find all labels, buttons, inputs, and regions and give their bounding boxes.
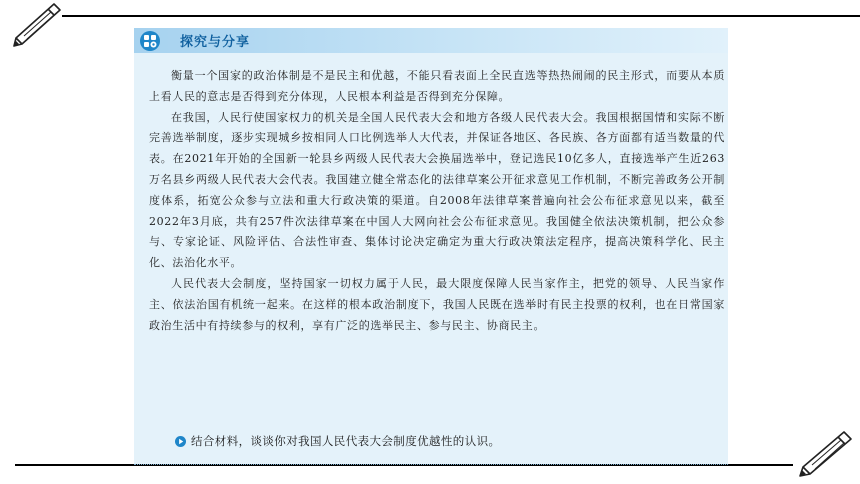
panel-header	[134, 28, 728, 53]
pencil-icon	[788, 428, 856, 480]
body-text	[149, 66, 725, 336]
question-text: 结合材料，谈谈你对我国人民代表大会制度优越性的认识。	[191, 434, 501, 448]
paragraph: 人民代表大会制度，坚持国家一切权力属于人民，最大限度保障人民当家作主，把党的领导、人民当家作主、依法治国有机统一起来。在这样的根本政治制度下，我国人民既在选举时有民主投票的权利，也在日常国家政治生活中有持续参与的权利，享有广泛的选举民主、参与民主、协商民主。	[149, 276, 725, 332]
paragraph: 衡量一个国家的政治体制是不是民主和优越，不能只看表面上全民直选等热热闹闹的民主形式，而要从本质上看人民的意志是否得到充分体现，人民根本利益是否得到充分保障。	[149, 69, 725, 103]
paragraph: 在我国，人民行使国家权力的机关是全国人民代表大会和地方各级人民代表大会。我国根据国情和实际不断完善选举制度，逐步实现城乡按相同人口比例选举人大代表，并保证各地区、各民族、各方面都有适当数量的代表。在2021年开始的全国新一轮县乡两级人民代表大会换届选举中，登记选民10亿多人，直接选举产生近263万名县乡两级人民代表大会代表。我国建立健全常态化的法律草案公开征求意见工作机制，不断完善政务公开制度体系，拓宽公众参与立法和重大行政决策的渠道。自2008年法律草案普遍向社会公布征求意见以来，截至2022年3月底，共有257件次法律草案在中国人大网向社会公布征求意见。我国健全依法决策机制，把公众参与、专家论证、风险评估、合法性审查、集体讨论决定确定为重大行政决策法定程序，提高决策科学化、民主化、法治化水平。	[149, 110, 725, 270]
panel-title: 探究与分享	[180, 35, 251, 50]
explore-share-panel	[134, 28, 728, 464]
discussion-question	[175, 433, 500, 449]
play-circle-icon	[175, 436, 186, 447]
dotted-divider	[134, 464, 728, 465]
puzzle-gear-icon	[139, 30, 161, 52]
top-rule	[62, 15, 860, 17]
pencil-icon	[2, 0, 64, 52]
